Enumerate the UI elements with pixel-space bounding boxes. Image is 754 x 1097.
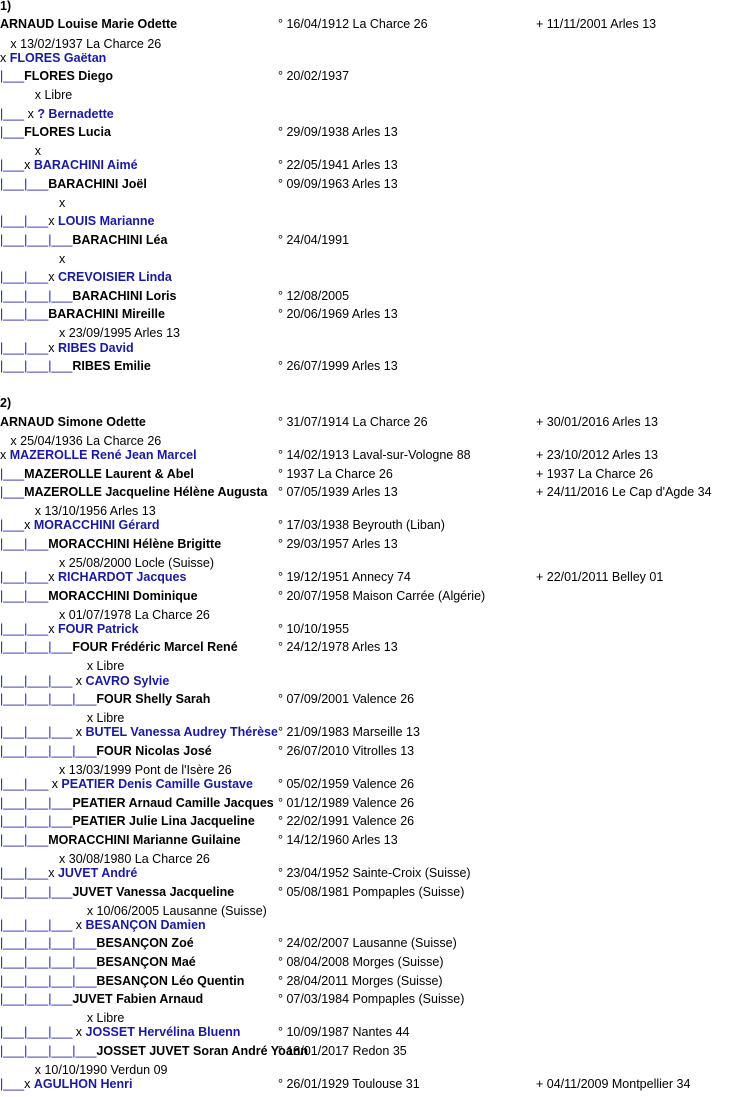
- spouse-name: PEATIER Denis Camille Gustave: [61, 777, 253, 791]
- marriage-text: x 10/06/2005 Lausanne (Suisse): [86, 904, 267, 918]
- spouse-cell: [0, 723, 278, 741]
- marriage-text: x 10/10/1990 Verdun 09: [34, 1063, 168, 1077]
- spouse-marker: x: [72, 918, 86, 932]
- person-name: FOUR Nicolas José: [96, 744, 212, 758]
- birth-info: ° 16/04/1912 La Charce 26: [278, 17, 428, 31]
- spouse-cell: [0, 268, 172, 286]
- birth-info: ° 24/12/1978 Arles 13: [278, 640, 398, 654]
- marriage-text: x 01/07/1978 La Charce 26: [59, 608, 210, 622]
- spouse-marker: x: [48, 214, 58, 228]
- person-cell: [0, 535, 221, 553]
- spouse-cell: [0, 516, 160, 534]
- tree-connector: |___: [0, 467, 25, 481]
- person-cell: [0, 483, 267, 501]
- birth-info: ° 1937 La Charce 26: [278, 467, 393, 481]
- tree-connector: |___|___: [0, 589, 49, 603]
- birth-info: ° 07/09/2001 Valence 26: [278, 692, 415, 706]
- spouse-marker: x: [48, 570, 58, 584]
- tree-connector: |___|___|___: [0, 725, 73, 739]
- tree-connector: |___|___|___: [0, 289, 73, 303]
- person-name: BESANÇON Maé: [96, 955, 196, 969]
- spouse-cell: [0, 49, 106, 67]
- tree-connector: |___|___: [0, 833, 49, 847]
- tree-connector: |___|___|___|___: [0, 974, 97, 988]
- birth-info: ° 14/12/1960 Arles 13: [278, 833, 398, 847]
- spouse-cell: [0, 1075, 132, 1093]
- marriage-text: x 25/04/1936 La Charce 26: [10, 434, 162, 448]
- marriage-note: [0, 194, 65, 212]
- marriage-text: x 13/10/1956 Arles 13: [34, 504, 156, 518]
- person-cell: [0, 67, 113, 85]
- death-info: + 24/11/2016 Le Cap d'Agde 34: [536, 485, 712, 499]
- person-name: MORACCHINI Marianne Guilaine: [48, 833, 241, 847]
- marriage-text: x Libre: [86, 659, 125, 673]
- person-name: ARNAUD Louise Marie Odette: [0, 17, 178, 31]
- person-name: RIBES Emilie: [72, 359, 151, 373]
- person-name: FOUR Shelly Sarah: [96, 692, 211, 706]
- spouse-name: CREVOISIER Linda: [57, 270, 172, 284]
- spouse-name: BESANÇON Damien: [85, 918, 206, 932]
- person-cell: [0, 175, 147, 193]
- tree-connector: |___|___: [0, 622, 49, 636]
- marriage-text: x: [59, 252, 66, 266]
- spouse-name: FLORES Gaëtan: [9, 51, 107, 65]
- tree-connector: |___: [0, 69, 25, 83]
- death-info: + 22/01/2011 Belley 01: [536, 570, 664, 584]
- tree-connector: |___: [0, 125, 25, 139]
- person-cell: [0, 465, 194, 483]
- person-cell: [0, 953, 196, 971]
- spouse-marker: x: [48, 622, 58, 636]
- spouse-cell: [0, 105, 114, 123]
- spouse-marker: x: [0, 448, 10, 462]
- tree-connector: |___|___|___: [0, 814, 73, 828]
- spouse-cell: [0, 620, 139, 638]
- person-name: BESANÇON Zoé: [96, 936, 194, 950]
- person-cell: [0, 638, 238, 656]
- spouse-cell: [0, 1023, 240, 1041]
- tree-connector: |___: [0, 158, 25, 172]
- marriage-text: x 23/09/1995 Arles 13: [59, 326, 180, 340]
- spouse-name: RICHARDOT Jacques: [57, 570, 187, 584]
- person-name: BARACHINI Loris: [72, 289, 177, 303]
- spouse-marker: x: [48, 270, 58, 284]
- birth-info: ° 07/03/1984 Pompaples (Suisse): [278, 992, 465, 1006]
- birth-info: ° 14/02/1913 Laval-sur-Vologne 88: [278, 448, 471, 462]
- tree-connector: |___: [0, 485, 25, 499]
- birth-info: ° 23/04/1952 Sainte-Croix (Suisse): [278, 866, 471, 880]
- death-info: + 30/01/2016 Arles 13: [536, 415, 658, 429]
- tree-connector: |___|___|___|___: [0, 692, 97, 706]
- spouse-marker: x: [24, 107, 38, 121]
- tree-connector: |___|___|___: [0, 233, 73, 247]
- person-name: MAZEROLLE Jacqueline Hélène Augusta: [24, 485, 268, 499]
- birth-info: ° 07/05/1939 Arles 13: [278, 485, 398, 499]
- tree-connector: |___|___: [0, 307, 49, 321]
- tree-connector: |___|___|___: [0, 885, 73, 899]
- birth-info: ° 21/09/1983 Marseille 13: [278, 725, 420, 739]
- death-info: + 1937 La Charce 26: [536, 467, 654, 481]
- spouse-marker: x: [72, 725, 86, 739]
- person-name: PEATIER Julie Lina Jacqueline: [72, 814, 255, 828]
- person-name: MAZEROLLE Laurent & Abel: [24, 467, 194, 481]
- birth-info: ° 24/02/2007 Lausanne (Suisse): [278, 936, 457, 950]
- birth-info: ° 10/10/1955: [278, 622, 350, 636]
- marriage-indent: [0, 196, 59, 210]
- death-info: + 23/10/2012 Arles 13: [536, 448, 658, 462]
- person-cell: [0, 972, 244, 990]
- marriage-indent: [0, 88, 35, 102]
- spouse-marker: x: [48, 866, 58, 880]
- marriage-note: [0, 86, 72, 104]
- tree-connector: |___|___: [0, 177, 49, 191]
- tree-connector: |___|___|___|___: [0, 744, 97, 758]
- spouse-name: JUVET André: [57, 866, 138, 880]
- marriage-indent: [0, 252, 59, 266]
- marriage-text: x Libre: [34, 88, 73, 102]
- birth-info: ° 24/04/1991: [278, 233, 350, 247]
- tree-connector: |___: [0, 107, 25, 121]
- person-name: JUVET Vanessa Jacqueline: [72, 885, 235, 899]
- spouse-name: ? Bernadette: [37, 107, 114, 121]
- person-name: FLORES Diego: [24, 69, 114, 83]
- person-name: BESANÇON Léo Quentin: [96, 974, 245, 988]
- spouse-name: MORACCHINI Gérard: [33, 518, 160, 532]
- tree-connector: |___|___|___: [0, 992, 73, 1006]
- person-cell: [0, 231, 167, 249]
- birth-info: ° 01/12/1989 Valence 26: [278, 796, 415, 810]
- birth-info: ° 28/04/2011 Morges (Suisse): [278, 974, 443, 988]
- birth-info: ° 29/09/1938 Arles 13: [278, 125, 398, 139]
- spouse-name: CAVRO Sylvie: [85, 674, 170, 688]
- marriage-text: x Libre: [86, 1011, 125, 1025]
- spouse-marker: x: [24, 518, 34, 532]
- person-cell: [0, 1042, 308, 1060]
- person-name: ARNAUD Simone Odette: [0, 415, 146, 429]
- birth-info: ° 08/04/2008 Morges (Suisse): [278, 955, 444, 969]
- spouse-cell: [0, 672, 169, 690]
- birth-info: ° 05/02/1959 Valence 26: [278, 777, 415, 791]
- spouse-marker: x: [24, 1077, 34, 1091]
- tree-connector: |___|___: [0, 214, 49, 228]
- birth-info: ° 10/09/1987 Nantes 44: [278, 1025, 410, 1039]
- spouse-name: BARACHINI Aimé: [33, 158, 138, 172]
- tree-connector: |___|___: [0, 777, 49, 791]
- spouse-marker: x: [48, 341, 58, 355]
- birth-info: ° 22/05/1941 Arles 13: [278, 158, 398, 172]
- spouse-marker: x: [72, 1025, 86, 1039]
- person-cell: [0, 831, 241, 849]
- birth-info: ° 18/01/2017 Redon 35: [278, 1044, 407, 1058]
- spouse-marker: x: [0, 51, 10, 65]
- tree-connector: |___|___|___: [0, 1025, 73, 1039]
- tree-connector: |___|___|___: [0, 359, 73, 373]
- marriage-indent: [0, 659, 87, 673]
- person-cell: [0, 742, 212, 760]
- birth-info: ° 17/03/1938 Beyrouth (Liban): [278, 518, 445, 532]
- person-name: MORACCHINI Hélène Brigitte: [48, 537, 222, 551]
- tree-connector: |___|___|___: [0, 918, 73, 932]
- tree-connector: |___|___|___|___: [0, 955, 97, 969]
- person-name: BARACHINI Léa: [72, 233, 168, 247]
- tree-connector: |___|___: [0, 270, 49, 284]
- spouse-marker: x: [24, 158, 34, 172]
- spouse-name: AGULHON Henri: [33, 1077, 133, 1091]
- spouse-name: MAZEROLLE René Jean Marcel: [9, 448, 197, 462]
- spouse-name: FOUR Patrick: [57, 622, 139, 636]
- birth-info: ° 05/08/1981 Pompaples (Suisse): [278, 885, 465, 899]
- person-cell: [0, 123, 111, 141]
- birth-info: ° 20/06/1969 Arles 13: [278, 307, 398, 321]
- person-name: FOUR Frédéric Marcel René: [72, 640, 238, 654]
- section-number: 2): [0, 396, 12, 410]
- marriage-indent: [0, 326, 59, 340]
- person-cell: [0, 305, 165, 323]
- person-cell: [0, 15, 177, 33]
- spouse-marker: x: [72, 674, 86, 688]
- person-cell: [0, 883, 234, 901]
- birth-info: ° 20/02/1937: [278, 69, 350, 83]
- person-name: BARACHINI Joël: [48, 177, 147, 191]
- tree-connector: |___|___|___|___: [0, 936, 97, 950]
- spouse-name: JOSSET Hervélina Bluenn: [85, 1025, 241, 1039]
- spouse-cell: [0, 156, 138, 174]
- birth-info: ° 22/02/1991 Valence 26: [278, 814, 415, 828]
- marriage-text: x: [59, 196, 66, 210]
- tree-connector: |___: [0, 518, 25, 532]
- person-cell: [0, 794, 274, 812]
- birth-info: ° 09/09/1963 Arles 13: [278, 177, 398, 191]
- tree-connector: |___|___: [0, 537, 49, 551]
- birth-info: ° 26/07/1999 Arles 13: [278, 359, 398, 373]
- tree-connector: |___|___: [0, 341, 49, 355]
- tree-connector: |___|___|___: [0, 640, 73, 654]
- person-name: JUVET Fabien Arnaud: [72, 992, 204, 1006]
- marriage-text: x 13/03/1999 Pont de l'Isère 26: [59, 763, 232, 777]
- tree-connector: |___: [0, 1077, 25, 1091]
- marriage-text: x 30/08/1980 La Charce 26: [59, 852, 210, 866]
- spouse-name: RIBES David: [57, 341, 134, 355]
- person-cell: [0, 413, 146, 431]
- person-cell: [0, 812, 255, 830]
- birth-info: ° 20/07/1958 Maison Carrée (Algérie): [278, 589, 486, 603]
- marriage-text: x Libre: [86, 711, 125, 725]
- spouse-name: LOUIS Marianne: [57, 214, 155, 228]
- spouse-cell: [0, 775, 253, 793]
- person-cell: [0, 990, 203, 1008]
- spouse-cell: [0, 568, 186, 586]
- person-cell: [0, 690, 210, 708]
- spouse-cell: [0, 916, 206, 934]
- birth-info: ° 26/07/2010 Vitrolles 13: [278, 744, 415, 758]
- marriage-text: x: [34, 144, 41, 158]
- section-number: 1): [0, 0, 12, 13]
- death-info: + 04/11/2009 Montpellier 34: [536, 1077, 691, 1091]
- marriage-text: x 25/08/2000 Locle (Suisse): [59, 556, 215, 570]
- person-cell: [0, 287, 176, 305]
- marriage-text: x 13/02/1937 La Charce 26: [10, 37, 162, 51]
- spouse-cell: [0, 212, 155, 230]
- birth-info: ° 31/07/1914 La Charce 26: [278, 415, 428, 429]
- death-info: + 11/11/2001 Arles 13: [536, 17, 657, 31]
- person-name: PEATIER Arnaud Camille Jacques: [72, 796, 274, 810]
- birth-info: ° 12/08/2005: [278, 289, 350, 303]
- tree-connector: |___|___|___|___: [0, 1044, 97, 1058]
- person-cell: [0, 934, 194, 952]
- person-name: FLORES Lucia: [24, 125, 111, 139]
- birth-info: ° 26/01/1929 Toulouse 31: [278, 1077, 420, 1091]
- birth-info: ° 29/03/1957 Arles 13: [278, 537, 398, 551]
- spouse-name: BUTEL Vanessa Audrey Thérèse: [85, 725, 278, 739]
- tree-connector: |___|___: [0, 866, 49, 880]
- spouse-cell: [0, 339, 134, 357]
- person-cell: [0, 357, 151, 375]
- spouse-cell: [0, 864, 137, 882]
- spouse-marker: x: [48, 777, 62, 791]
- person-cell: [0, 587, 198, 605]
- tree-connector: |___|___|___: [0, 674, 73, 688]
- tree-connector: |___|___|___: [0, 796, 73, 810]
- person-name: MORACCHINI Dominique: [48, 589, 198, 603]
- birth-info: ° 19/12/1951 Annecy 74: [278, 570, 411, 584]
- marriage-note: [0, 250, 65, 268]
- person-name: JOSSET JUVET Soran André Yoann: [96, 1044, 309, 1058]
- spouse-cell: [0, 446, 197, 464]
- person-name: BARACHINI Mireille: [48, 307, 165, 321]
- tree-connector: |___|___: [0, 570, 49, 584]
